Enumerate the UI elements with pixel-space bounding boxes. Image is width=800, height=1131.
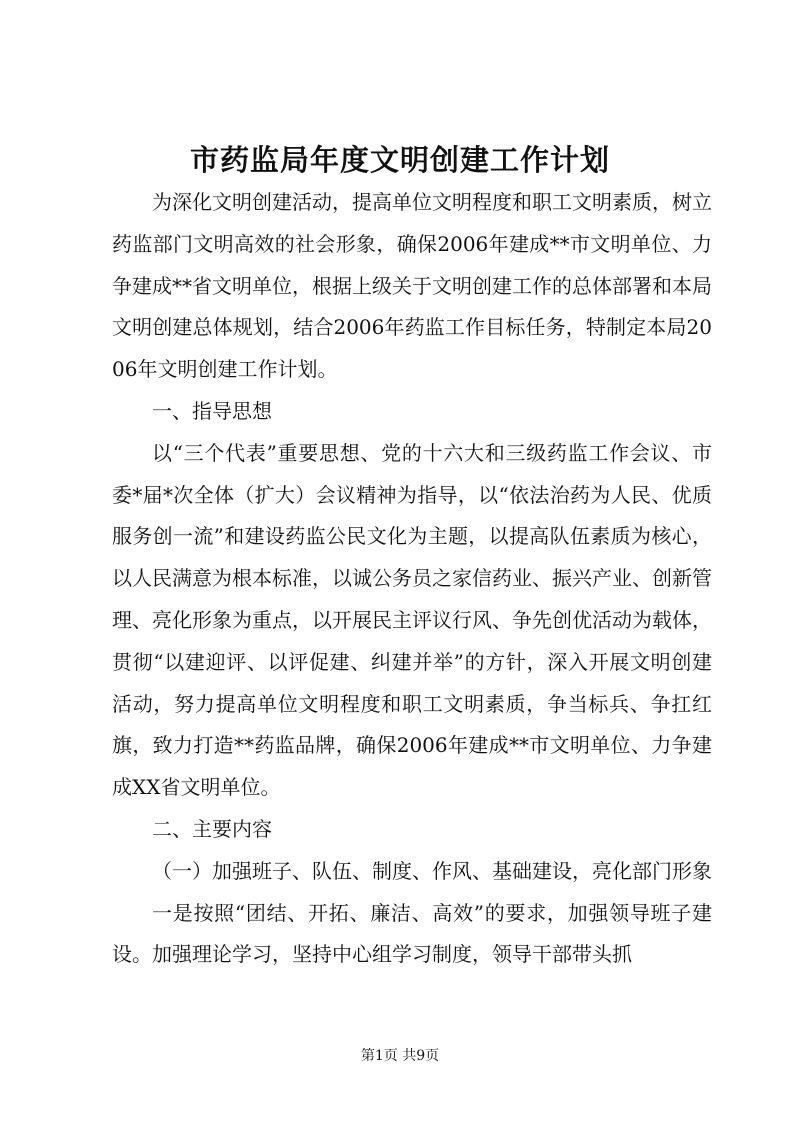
section-heading-main-content: 二、主要内容 xyxy=(152,816,272,841)
section-heading-guiding-ideology: 一、指导思想 xyxy=(152,398,272,423)
document-title: 市药监局年度文明创建工作计划 xyxy=(189,143,610,177)
page-number-footer: 第1页 共9页 xyxy=(360,1048,440,1064)
document-body xyxy=(112,182,712,976)
intro-paragraph: 为深化文明创建活动，提高单位文明程度和职工文明素质，树立药监部门文明高效的社会形象，确保2006年建成**市文明单位、力争建成**省文明单位，根据上级关于文明创建工作的总体部署和本局文明创建总体规划，结合2006年药监工作目标任务，特制定本局2006年文明创建工作计划。 xyxy=(112,190,712,382)
leadership-paragraph: 一是按照“团结、开拓、廉洁、高效”的要求，加强领导班子建设。加强理论学习，坚持中心组学习制度，领导干部带头抓 xyxy=(112,900,712,967)
subsection-heading-one: （一）加强班子、队伍、制度、作风、基础建设，亮化部门形象 xyxy=(152,858,712,883)
guiding-ideology-paragraph: 以“三个代表”重要思想、党的十六大和三级药监工作会议、市委*届*次全体（扩大）会议精神为指导，以“依法治药为人民、优质服务创一流”和建设药监公民文化为主题，以提高队伍素质为核心，以人民满意为根本标准，以诚公务员之家信药业、振兴产业、创新管理、亮化形象为重点，以开展民主评议行风、争先创优活动为载体，贯彻“以建迎评、以评促建、纠建并举”的方针，深入开展文明创建活动，努力提高单位文明程度和职工文明素质，争当标兵、争扛红旗，致力打造**药监品牌，确保2006年建成**市文明单位、力争建成XX省文明单位。 xyxy=(112,440,712,800)
